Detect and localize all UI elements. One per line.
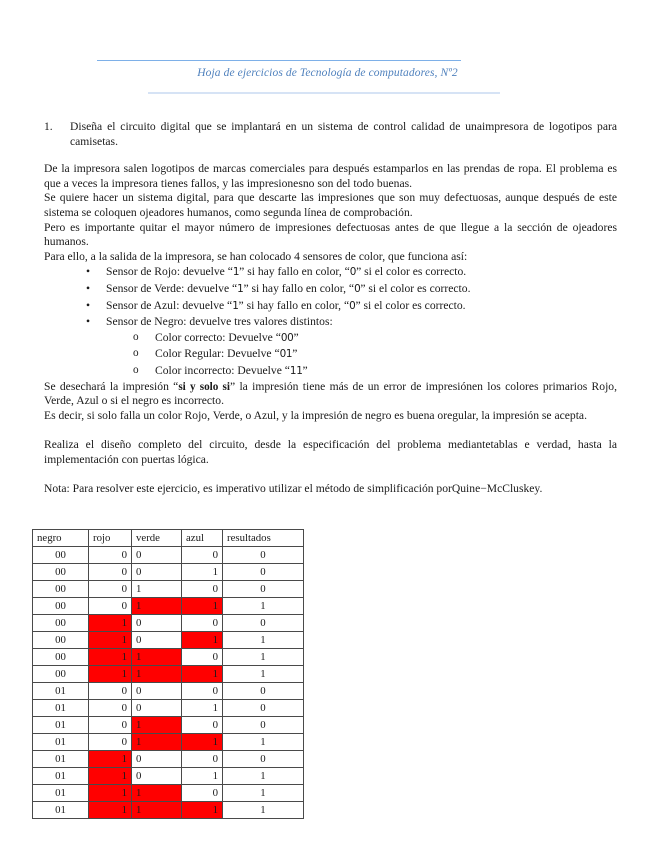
cell-rojo: 1 — [89, 632, 132, 649]
table-row — [33, 598, 304, 615]
cell-azul: 1 — [182, 802, 223, 819]
paragraph-2: Se quiere hacer un sistema digital, para que descarte las impresiones que son muy defectuosas, aunque después de este sistema se coloquen ojeadores humanos, como segunda línea de comprobación. — [44, 191, 617, 219]
header-rule-bottom — [148, 92, 500, 94]
cell-rojo: 0 — [89, 717, 132, 734]
cell-azul: 0 — [182, 581, 223, 598]
cell-rojo: 0 — [89, 734, 132, 751]
cell-rojo: 0 — [89, 598, 132, 615]
cell-rojo: 1 — [89, 751, 132, 768]
cell-negro: 00 — [33, 547, 89, 564]
black-value-code: 01 — [279, 348, 293, 361]
black-sensor-text: Sensor de Negro: devuelve tres valores distintos: — [106, 315, 333, 329]
cell-resultados: 0 — [223, 683, 304, 700]
cell-azul: 0 — [182, 649, 223, 666]
table-row — [33, 615, 304, 632]
cell-resultados: 1 — [223, 598, 304, 615]
cell-rojo: 1 — [89, 649, 132, 666]
sensor-text-post: ” si el color es correcto. — [356, 265, 467, 279]
cell-azul: 0 — [182, 683, 223, 700]
exercise-1 — [44, 120, 617, 149]
sensor-list — [44, 264, 617, 329]
cell-negro: 01 — [33, 734, 89, 751]
circle-bullet-icon: o — [133, 330, 139, 343]
sensor-value-fail: 1 — [232, 266, 240, 279]
cell-azul: 0 — [182, 785, 223, 802]
black-value-close: ” — [302, 363, 308, 377]
black-value-label: Color incorrecto: Devuelve “ — [155, 363, 290, 377]
table-row — [33, 632, 304, 649]
cell-azul: 1 — [182, 700, 223, 717]
cell-negro: 01 — [33, 802, 89, 819]
cell-resultados: 1 — [223, 666, 304, 683]
cell-resultados: 1 — [223, 768, 304, 785]
cell-negro: 01 — [33, 751, 89, 768]
sensor-value-ok: 0 — [349, 299, 356, 312]
list-item — [44, 298, 617, 315]
black-value-label: Color correcto: Devuelve “ — [155, 330, 281, 344]
cell-verde: 1 — [132, 785, 182, 802]
cell-azul: 1 — [182, 768, 223, 785]
black-value-code: 00 — [280, 331, 294, 344]
bullet-icon: • — [86, 315, 91, 329]
sensor-value-fail: 1 — [232, 299, 239, 312]
sensor-text-pre: Sensor de Azul: devuelve “ — [106, 298, 233, 312]
cell-resultados: 0 — [223, 581, 304, 598]
list-item — [44, 346, 617, 363]
cell-resultados: 1 — [223, 802, 304, 819]
table-row — [33, 802, 304, 819]
table-row — [33, 547, 304, 564]
list-item — [44, 264, 617, 281]
cell-negro: 00 — [33, 666, 89, 683]
table-row — [33, 734, 304, 751]
col-header-rojo: rojo — [89, 530, 132, 547]
cell-negro: 01 — [33, 700, 89, 717]
cell-resultados: 0 — [223, 717, 304, 734]
cell-negro: 00 — [33, 581, 89, 598]
black-value-code: 11 — [289, 364, 303, 377]
sensor-text-post: ” si el color es correcto. — [360, 281, 471, 295]
cell-negro: 00 — [33, 598, 89, 615]
intro-paragraphs — [44, 162, 617, 264]
cell-verde: 1 — [132, 598, 182, 615]
rule-accept: Es decir, si solo falla un color Rojo, Verde, o Azul, y la impresión de negro es buena oregular, la impresión se acepta. — [44, 408, 587, 422]
cell-resultados: 0 — [223, 700, 304, 717]
cell-verde: 0 — [132, 700, 182, 717]
cell-verde: 0 — [132, 632, 182, 649]
cell-rojo: 1 — [89, 785, 132, 802]
col-header-azul: azul — [182, 530, 223, 547]
cell-verde: 1 — [132, 581, 182, 598]
paragraph-4: Para ello, a la salida de la impresora, se han colocado 4 sensores de color, que funciona así: — [44, 249, 468, 263]
cell-resultados: 1 — [223, 785, 304, 802]
cell-verde: 0 — [132, 615, 182, 632]
header-rule-top — [97, 60, 461, 61]
sensor-text-mid: ” si hay fallo en color, “ — [238, 298, 350, 312]
rule-discard — [44, 380, 617, 409]
cell-resultados: 0 — [223, 615, 304, 632]
cell-verde: 0 — [132, 547, 182, 564]
cell-verde: 0 — [132, 683, 182, 700]
cell-resultados: 0 — [223, 547, 304, 564]
table-row — [33, 700, 304, 717]
black-value-label: Color Regular: Devuelve “ — [155, 347, 280, 361]
exercise-statement: Diseña el circuito digital que se implantará en un sistema de control calidad de unaimpresora de logotipos para camisetas. — [70, 120, 617, 148]
list-item — [44, 281, 617, 298]
cell-verde: 0 — [132, 564, 182, 581]
truth-table-container — [32, 529, 304, 819]
paragraph-1: De la impresora salen logotipos de marcas comerciales para después estamparlos en las prendas de ropa. El problema es que a veces la impresora tienes fallos, y las impresionesno son del todo buenas. — [44, 162, 617, 190]
rule-discard-pre: Se desechará la impresión “ — [44, 379, 179, 393]
table-header-row — [33, 530, 304, 547]
cell-rojo: 1 — [89, 666, 132, 683]
circle-bullet-icon: o — [133, 347, 139, 360]
cell-negro: 00 — [33, 564, 89, 581]
sensor-text-pre: Sensor de Verde: devuelve “ — [106, 281, 238, 295]
col-header-verde: verde — [132, 530, 182, 547]
cell-azul: 0 — [182, 751, 223, 768]
col-header-negro: negro — [33, 530, 89, 547]
cell-azul: 1 — [182, 632, 223, 649]
table-row — [33, 581, 304, 598]
sensor-value-ok: 0 — [349, 266, 357, 279]
cell-negro: 00 — [33, 615, 89, 632]
table-row — [33, 751, 304, 768]
bullet-icon: • — [86, 265, 91, 279]
cell-resultados: 0 — [223, 564, 304, 581]
list-item — [44, 363, 617, 380]
cell-resultados: 0 — [223, 751, 304, 768]
list-item — [44, 330, 617, 347]
cell-azul: 1 — [182, 666, 223, 683]
cell-rojo: 1 — [89, 802, 132, 819]
circle-bullet-icon: o — [133, 363, 139, 376]
task-instruction: Realiza el diseño completo del circuito, desde la especificación del problema mediantetablas e verdad, hasta la implementación con puertas lógica. — [44, 438, 617, 466]
paragraph-3: Pero es importante quitar el mayor número de impresiones defectuosas antes de que llegue a la sección de ojeadores humanos. — [44, 220, 617, 249]
black-sensor-values — [44, 330, 617, 380]
sensor-text-pre: Sensor de Rojo: devuelve “ — [106, 265, 233, 279]
table-row — [33, 785, 304, 802]
table-row — [33, 717, 304, 734]
table-row — [33, 649, 304, 666]
col-header-resultados: resultados — [223, 530, 304, 547]
sensor-text-post: ” si el color es correcto. — [355, 298, 466, 312]
cell-azul: 1 — [182, 598, 223, 615]
table-row — [33, 666, 304, 683]
cell-resultados: 1 — [223, 734, 304, 751]
cell-verde: 1 — [132, 666, 182, 683]
note-text: Nota: Para resolver este ejercicio, es imperativo utilizar el método de simplificación porQuine−McCluskey. — [44, 482, 543, 496]
cell-negro: 00 — [33, 649, 89, 666]
rules-paragraphs — [44, 380, 617, 424]
sensor-value-fail: 1 — [237, 282, 244, 295]
truth-table-head — [33, 530, 304, 547]
cell-verde: 1 — [132, 649, 182, 666]
cell-negro: 00 — [33, 632, 89, 649]
table-row — [33, 564, 304, 581]
cell-resultados: 1 — [223, 632, 304, 649]
list-item — [44, 314, 617, 330]
bullet-icon: • — [86, 281, 91, 295]
cell-negro: 01 — [33, 717, 89, 734]
cell-rojo: 0 — [89, 547, 132, 564]
cell-rojo: 0 — [89, 581, 132, 598]
table-row — [33, 683, 304, 700]
cell-azul: 0 — [182, 717, 223, 734]
cell-rojo: 0 — [89, 564, 132, 581]
sensor-text-mid: ” si hay fallo en color, “ — [243, 281, 355, 295]
cell-verde: 0 — [132, 751, 182, 768]
cell-azul: 0 — [182, 547, 223, 564]
cell-rojo: 0 — [89, 683, 132, 700]
sensor-value-ok: 0 — [354, 282, 361, 295]
cell-resultados: 1 — [223, 649, 304, 666]
table-row — [33, 768, 304, 785]
rule-discard-emphasis: si y solo si — [178, 380, 231, 393]
header-title: Hoja de ejercicios de Tecnología de computadores, Nº2 — [197, 67, 458, 79]
cell-azul: 0 — [182, 615, 223, 632]
cell-verde: 1 — [132, 734, 182, 751]
document-body — [44, 120, 617, 497]
truth-table-body — [33, 547, 304, 819]
black-value-close: ” — [292, 347, 298, 361]
cell-azul: 1 — [182, 734, 223, 751]
cell-verde: 1 — [132, 717, 182, 734]
exercise-number: 1. — [44, 120, 53, 133]
bullet-icon: • — [86, 298, 91, 312]
cell-rojo: 1 — [89, 615, 132, 632]
cell-rojo: 1 — [89, 768, 132, 785]
cell-negro: 01 — [33, 768, 89, 785]
cell-verde: 0 — [132, 768, 182, 785]
cell-negro: 01 — [33, 683, 89, 700]
cell-verde: 1 — [132, 802, 182, 819]
cell-negro: 01 — [33, 785, 89, 802]
truth-table — [32, 529, 304, 819]
black-value-close: ” — [293, 330, 299, 344]
cell-rojo: 0 — [89, 700, 132, 717]
sensor-text-mid: ” si hay fallo en color, “ — [239, 265, 350, 279]
rule-discard-post: ” la impresión tiene más de un error de impresiónen los colores primarios Rojo, Verde, Azul o si el negro es incorrecto. — [44, 379, 618, 408]
cell-azul: 1 — [182, 564, 223, 581]
